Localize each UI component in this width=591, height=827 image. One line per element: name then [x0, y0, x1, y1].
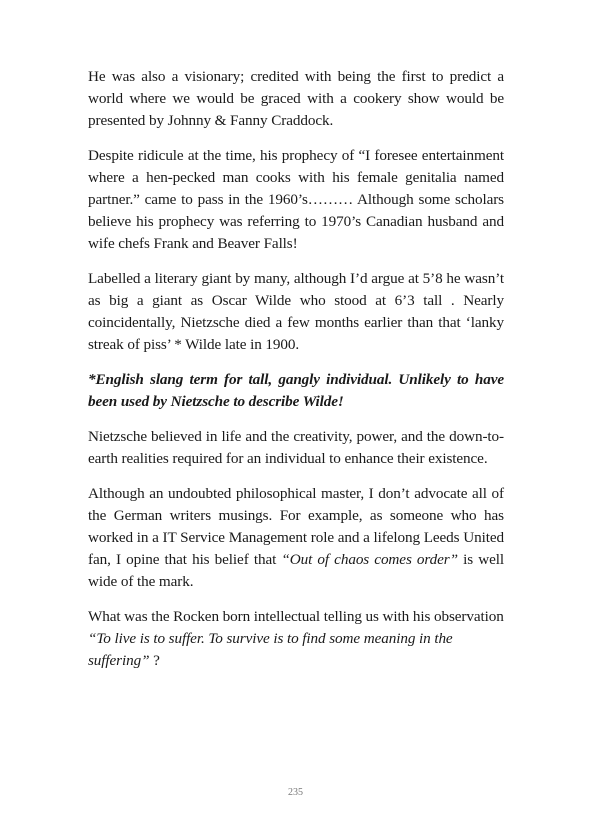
page-body	[88, 66, 504, 685]
paragraph-chaos-order	[88, 483, 504, 593]
suffering-text-after: ?	[149, 652, 160, 669]
suffering-text-before: What was the Rocken born intellectual telling us with his observation	[88, 608, 504, 625]
chaos-text-after: is well wide of the mark.	[88, 551, 505, 590]
paragraph-prophecy: Despite ridicule at the time, his prophecy of “I foresee entertainment where a hen-pecked man cooks with his female genitalia named partner.” came to pass in the 1960’s……… Although some scholars believe his prophecy was referring to 1970’s Canadian husband and wife chefs Frank and Beaver Falls!	[88, 147, 504, 252]
suffering-quote: “To live is to suffer. To survive is to find some meaning in the suffering”	[88, 630, 453, 669]
page-number: 235	[288, 787, 303, 798]
paragraph-nietzsche-belief: Nietzsche believed in life and the creativity, power, and the down-to-earth realities required for an individual to enhance their existence.	[88, 428, 504, 467]
chaos-quote: “Out of chaos comes order”	[281, 551, 458, 568]
paragraph-footnote: *English slang term for tall, gangly individual. Unlikely to have been used by Nietzsche to describe Wilde!	[88, 371, 504, 410]
paragraph-suffering	[88, 606, 504, 672]
paragraph-visionary: He was also a visionary; credited with being the first to predict a world where we would be graced with a cookery show would be presented by Johnny & Fanny Craddock.	[88, 68, 504, 129]
paragraph-literary-giant: Labelled a literary giant by many, although I’d argue at 5’8 he wasn’t as big a giant as Oscar Wilde who stood at 6’3 tall . Nearly coincidentally, Nietzsche died a few months earlier than that ‘lanky streak of piss’ * Wilde late in 1900.	[88, 270, 504, 353]
chaos-text-before: Although an undoubted philosophical master, I don’t advocate all of the German writers musings. For example, as someone who has worked in a IT Service Management role and a lifelong Leeds United fan, I opine that his belief that	[88, 485, 504, 568]
